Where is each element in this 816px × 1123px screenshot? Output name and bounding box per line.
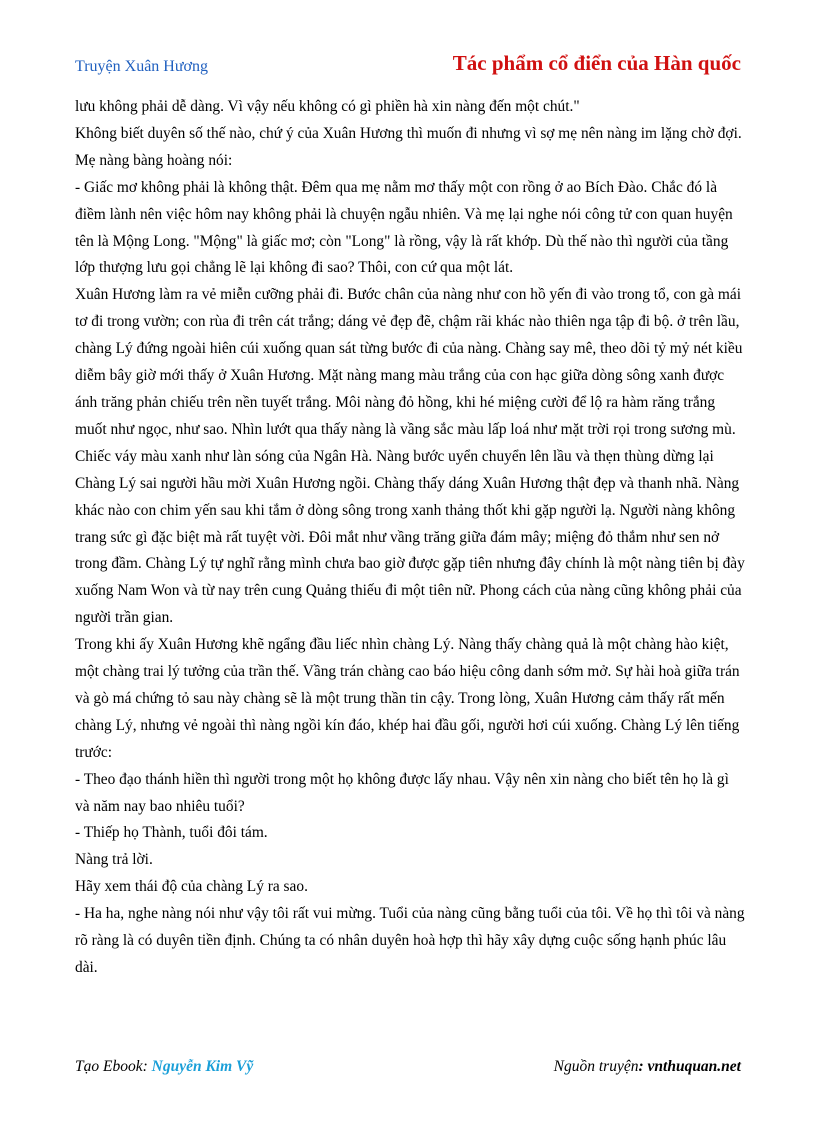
footer-source-credit	[554, 1058, 741, 1076]
footer-separator: :	[638, 1058, 648, 1075]
page-header	[75, 48, 741, 76]
page-footer	[75, 1052, 741, 1076]
footer-ebook-credit	[75, 1058, 253, 1076]
paragraph: - Ha ha, nghe nàng nói như vậy tôi rất vui mừng. Tuổi của nàng cũng bằng tuổi của tôi. Về họ thì tôi và nàng rõ ràng là có duyên tiền định. Chúng ta có nhân duyên hoà hợp thì hãy xây dựng cuộc sống hạnh phúc lâu dài.	[75, 905, 745, 976]
paragraph: - Theo đạo thánh hiền thì người trong một họ không được lấy nhau. Vậy nên xin nàng cho biết tên họ là gì và năm nay bao nhiêu tuổi?	[75, 770, 729, 815]
paragraph: Hãy xem thái độ của chàng Lý ra sao.	[75, 878, 308, 896]
footer-author-name: Nguyễn Kim Vỹ	[151, 1058, 254, 1075]
footer-source-site: vnthuquan.net	[647, 1058, 741, 1075]
paragraph: Xuân Hương làm ra vẻ miễn cưỡng phải đi. Bước chân của nàng như con hồ yến đi vào trong tổ, con gà mái tơ đi trong vườn; con rùa đi trên cát trắng; dáng vẻ đẹp đẽ, chậm rãi khác nào thiên nga tập đi bộ. ở trên lầu, chàng Lý đứng ngoài hiên cúi xuống quan sát từng bước đi của nàng. Chàng say mê, theo dõi tỷ mỷ nét kiều diễm bây giờ mới thấy ở Xuân Hương. Mặt nàng mang màu trắng của con hạc giữa dòng sông xanh được ánh trăng phản chiếu trên nền tuyết trắng. Môi nàng đỏ hồng, khi hé miệng cười để lộ ra hàm răng trắng muốt như ngọc, như sao. Nhìn lướt qua thấy nàng là vầng sắc màu lấp loá như mặt trời rọi trong sương mù. Chiếc váy màu xanh như làn sóng của Ngân Hà. Nàng bước uyển chuyển lên lầu và thẹn thùng dừng lại Chàng Lý sai người hầu mời Xuân Hương ngồi. Chàng thấy dáng Xuân Hương thật đẹp và thanh nhã. Nàng khác nào con chim yến sau khi tắm ở dòng sông trong xanh thảng thốt khi gặp người lạ. Người nàng không trang sức gì đặc biệt mà rất tuyệt vời. Đôi mắt như vầng trăng giữa đám mây; miệng đỏ thắm như sen nở trong đầm. Chàng Lý tự nghĩ rằng mình chưa bao giờ được gặp tiên nhưng đây chính là một nàng tiên bị đày xuống Nam Won và từ nay trên cung Quảng thiếu đi một tiên nữ. Phong cách của nàng cũng không phải của người trần gian.	[75, 286, 745, 627]
footer-ebook-label: Tạo Ebook	[75, 1058, 143, 1075]
paragraph: Không biết duyên số thế nào, chứ ý của Xuân Hương thì muốn đi nhưng vì sợ mẹ nên nàng im lặng chờ đợi. Mẹ nàng bàng hoàng nói:	[75, 124, 742, 169]
paragraph: - Giấc mơ không phải là không thật. Đêm qua mẹ nằm mơ thấy một con rồng ở ao Bích Đào. Chắc đó là điềm lành nên việc hôm nay không phải là chuyện ngẫu nhiên. Và mẹ lại nghe nói công tử con quan huyện tên là Mộng Long. "Mộng" là giấc mơ; còn "Long" là rồng, vậy là rất khớp. Dù thế nào thì người của tầng lớp thượng lưu gọi chẳng lẽ lại không đi sao? Thôi, con cứ qua một lát.	[75, 178, 733, 277]
paragraph: lưu không phải dễ dàng. Vì vậy nếu không có gì phiền hà xin nàng đến một chút."	[75, 98, 580, 115]
paragraph: Nàng trả lời.	[75, 851, 153, 869]
footer-separator: :	[142, 1058, 152, 1075]
paragraph: Trong khi ấy Xuân Hương khẽ ngẩng đầu liếc nhìn chàng Lý. Nàng thấy chàng quả là một chàng hào kiệt, một chàng trai lý tưởng của trần thế. Vầng trán chàng cao báo hiệu công danh sớm mở. Sự hài hoà giữa trán và gò má chứng tỏ sau này chàng sẽ là một trung thần tin cậy. Trong lòng, Xuân Hương cảm thấy rất mến chàng Lý, nhưng vẻ ngoài thì nàng ngồi kín đáo, khép hai đầu gối, người hơi cúi xuống. Chàng Lý lên tiếng trước:	[75, 636, 740, 761]
header-collection-title: Tác phẩm cổ điển của Hàn quốc	[452, 51, 741, 75]
footer-source-label: Nguồn truyện	[553, 1058, 639, 1075]
paragraph: - Thiếp họ Thành, tuổi đôi tám.	[75, 824, 268, 842]
story-body	[75, 94, 745, 982]
header-book-title: Truyện Xuân Hương	[75, 58, 208, 75]
